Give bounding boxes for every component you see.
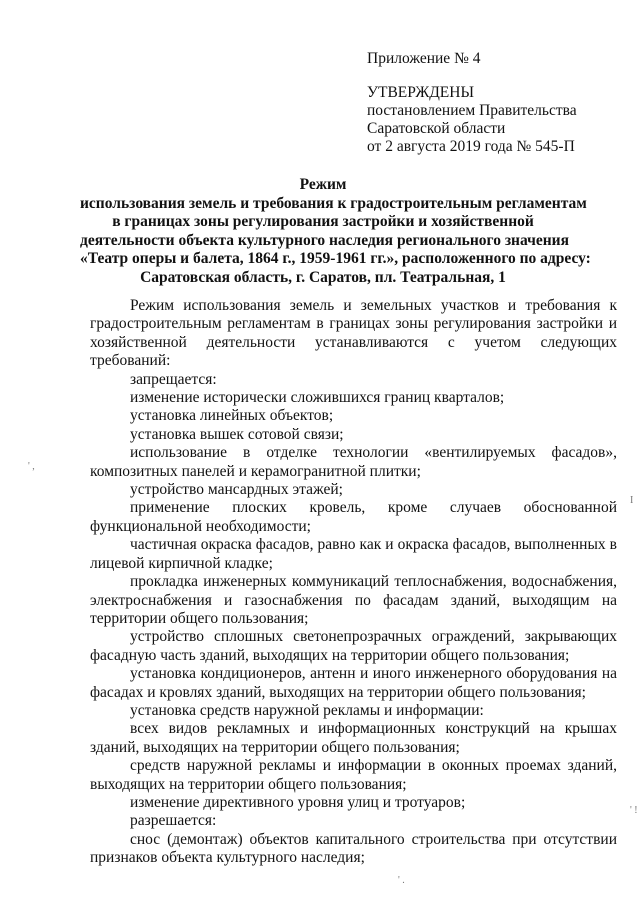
heading-line: «Театр оперы и балета, 1864 г., 1959-1961 гг.», расположенного по адресу: bbox=[80, 250, 591, 267]
section-label-prohibited: запрещается: bbox=[130, 370, 217, 388]
approval-title: УТВЕРЖДЕНЫ bbox=[367, 84, 474, 101]
approval-line: постановлением Правительства bbox=[367, 102, 577, 119]
scan-mark: ' , bbox=[28, 461, 35, 472]
list-item: всех видов рекламных и информационных конструкций на крышах зданий, выходящих на территории общего пользования; bbox=[90, 720, 617, 756]
document-heading bbox=[80, 176, 591, 287]
section-label-permitted: разрешается: bbox=[130, 812, 217, 830]
list-item: установка кондиционеров, антенн и иного инженерного оборудования на фасадах и кровлях зданий, выходящих на территории общего пользования; bbox=[90, 665, 617, 701]
list-item: установка вышек сотовой связи; bbox=[130, 425, 344, 443]
heading-line: использования земель и требования к градостроительным регламентам bbox=[80, 194, 587, 212]
list-item: установка средств наружной рекламы и информации: bbox=[130, 701, 484, 719]
scan-mark: ' ! bbox=[630, 805, 638, 816]
document-body bbox=[90, 297, 617, 868]
heading-line: Режим bbox=[299, 176, 347, 193]
heading-line: деятельности объекта культурного наследия регионального значения bbox=[80, 231, 569, 249]
scan-mark: I bbox=[630, 495, 634, 506]
list-item: устройство сплошных светонепрозрачных ограждений, закрывающих фасадную часть зданий, выходящих на территории общего пользования; bbox=[90, 628, 617, 664]
list-item: установка линейных объектов; bbox=[130, 407, 334, 425]
list-item: устройство мансардных этажей; bbox=[130, 481, 343, 499]
list-item: снос (демонтаж) объектов капитального строительства при отсутствии признаков объекта культурного наследия; bbox=[90, 830, 617, 867]
approval-line: от 2 августа 2019 года № 545-П bbox=[367, 138, 575, 155]
scan-mark: ' . bbox=[398, 875, 405, 886]
appendix-label: Приложение № 4 bbox=[367, 50, 481, 67]
intro-paragraph: Режим использования земель и земельных участков и требования к градостроительным регламентам в границах зоны регулирования застройки и хозяйственной деятельности устанавливаются с учетом следующих требований: bbox=[90, 297, 617, 370]
heading-line: Саратовская область, г. Саратов, пл. Театральная, 1 bbox=[140, 268, 506, 286]
approval-block bbox=[367, 84, 577, 156]
list-item: применение плоских кровель, кроме случаев обоснованной функциональной необходимости; bbox=[90, 499, 617, 535]
list-item: использование в отделке технологии «вентилируемых фасадов», композитных панелей и керамогранитной плитки; bbox=[90, 444, 617, 480]
list-item: частичная окраска фасадов, равно как и окраска фасадов, выполненных в лицевой кирпичной кладке; bbox=[90, 536, 617, 572]
approval-line: Саратовской области bbox=[367, 120, 506, 137]
list-item: прокладка инженерных коммуникаций теплоснабжения, водоснабжения, электроснабжения и газоснабжения по фасадам зданий, выходящим на территории общего пользования; bbox=[90, 573, 617, 627]
list-item: изменение директивного уровня улиц и тротуаров; bbox=[130, 793, 466, 811]
list-item: изменение исторически сложившихся границ кварталов; bbox=[130, 389, 505, 407]
heading-line: в границах зоны регулирования застройки и хозяйственной bbox=[112, 213, 534, 230]
list-item: средств наружной рекламы и информации в оконных проемах зданий, выходящих на территории общего пользования; bbox=[90, 757, 617, 793]
